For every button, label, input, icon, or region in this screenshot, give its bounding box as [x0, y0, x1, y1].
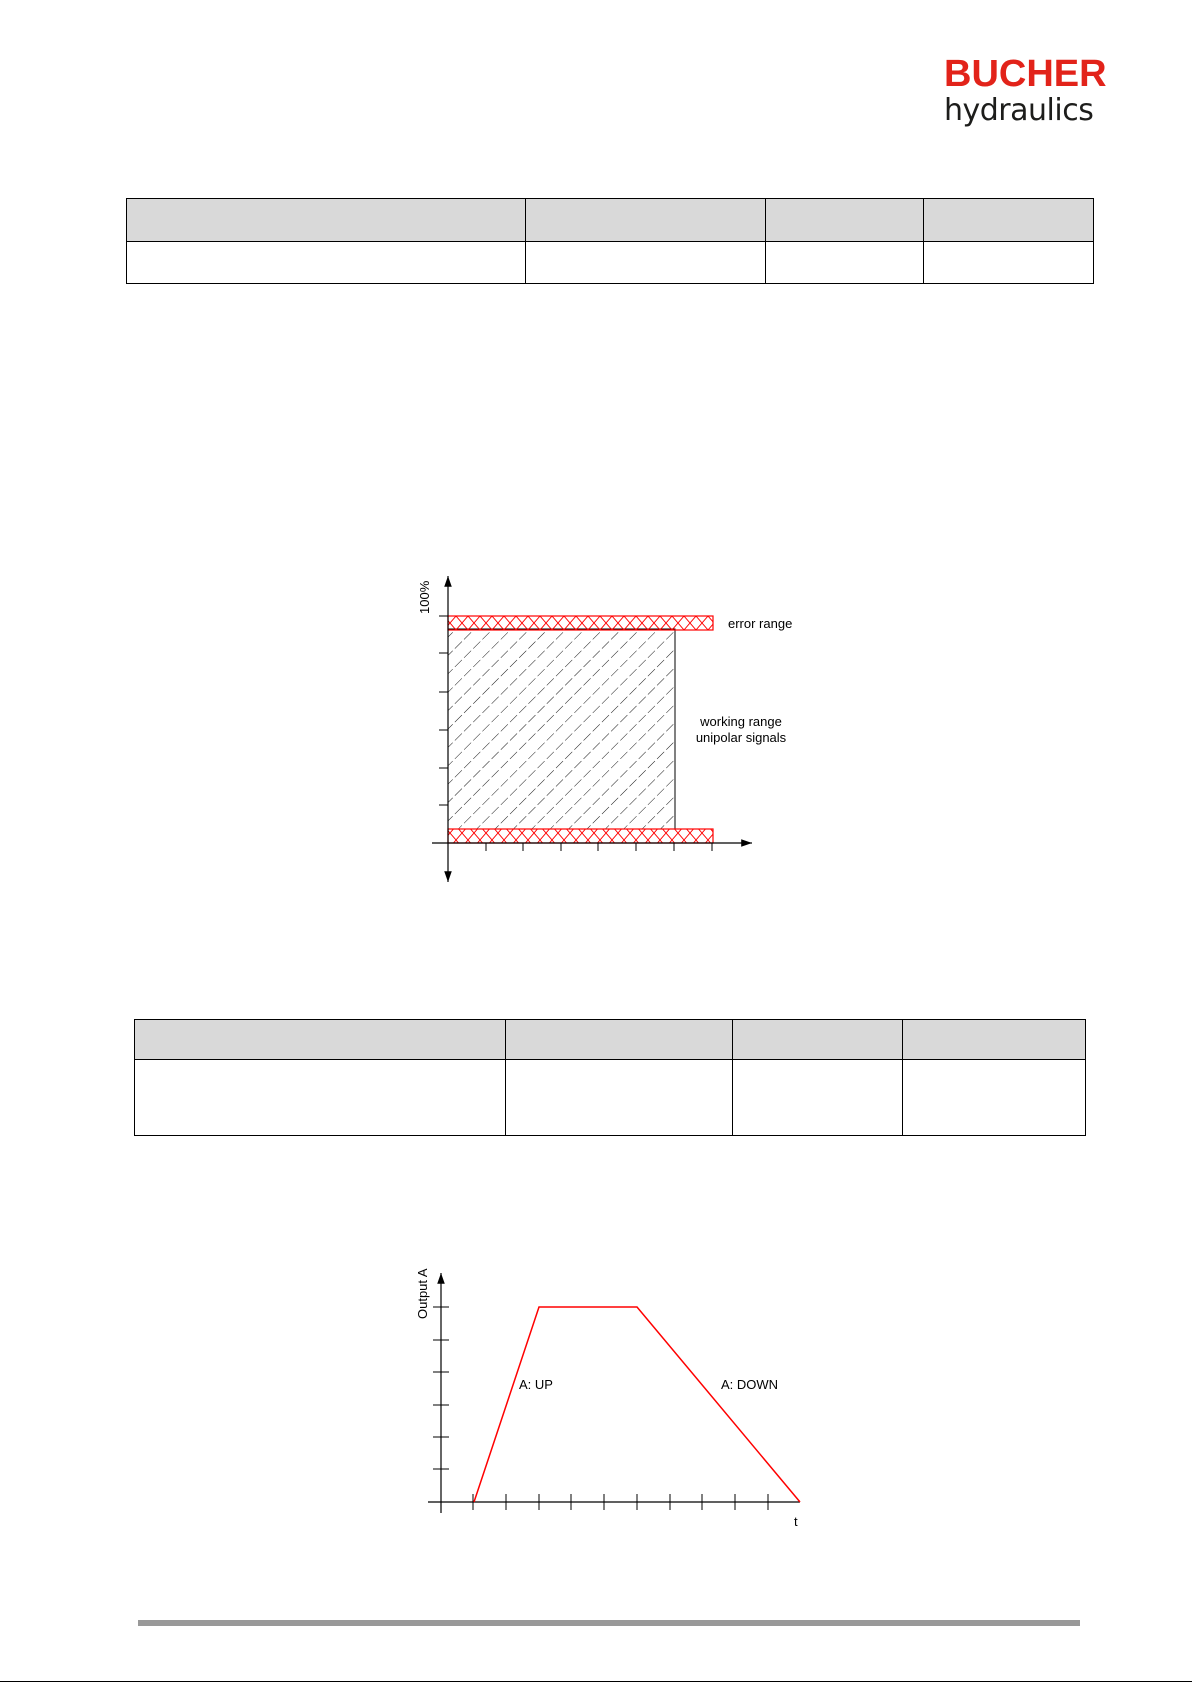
table-header-row — [127, 199, 1094, 242]
table-header-cell — [733, 1020, 903, 1060]
working-range-label: working range — [700, 714, 782, 729]
table-cell — [135, 1060, 506, 1136]
table-header-cell — [766, 199, 924, 242]
table-header-cell — [903, 1020, 1086, 1060]
error-range-bar-bottom — [448, 829, 713, 843]
table-header-cell — [924, 199, 1094, 242]
table-header-cell — [127, 199, 526, 242]
output-ramp-line — [474, 1307, 800, 1502]
y-axis-label: 100% — [417, 580, 432, 614]
ramp-down-label: A: DOWN — [721, 1377, 779, 1392]
table-header-cell — [135, 1020, 506, 1060]
table-row — [135, 1060, 1086, 1136]
table-cell — [766, 242, 924, 284]
table-cell — [924, 242, 1094, 284]
working-range-area — [448, 629, 675, 829]
parameter-table-1 — [126, 198, 1094, 284]
table-header-cell — [506, 1020, 733, 1060]
table-cell — [127, 242, 526, 284]
table-row — [127, 242, 1094, 284]
bucher-hydraulics-logo — [944, 54, 1124, 134]
table-header-row — [135, 1020, 1086, 1060]
ramp-up-label: A: UP — [519, 1377, 553, 1392]
table-cell — [903, 1060, 1086, 1136]
x-axis-ticks — [473, 1494, 768, 1510]
y-axis-ticks — [439, 616, 448, 805]
logo-subtitle: hydraulics — [944, 93, 1094, 128]
table-cell — [526, 242, 766, 284]
x-axis-label: t — [794, 1514, 798, 1529]
table-cell — [506, 1060, 733, 1136]
y-axis-ticks — [433, 1307, 449, 1469]
error-range-label: error range — [728, 616, 793, 631]
working-range-sublabel: unipolar signals — [695, 730, 787, 745]
parameter-table-2 — [134, 1019, 1086, 1136]
footer-divider — [138, 1620, 1080, 1626]
table-header-cell — [526, 199, 766, 242]
y-axis-label: Output A — [415, 1268, 430, 1319]
x-axis-ticks — [486, 843, 712, 851]
error-range-bar-top — [448, 616, 713, 630]
table-cell — [733, 1060, 903, 1136]
page-bottom-edge — [0, 1681, 1192, 1682]
logo-brand: BUCHER — [944, 53, 1107, 95]
